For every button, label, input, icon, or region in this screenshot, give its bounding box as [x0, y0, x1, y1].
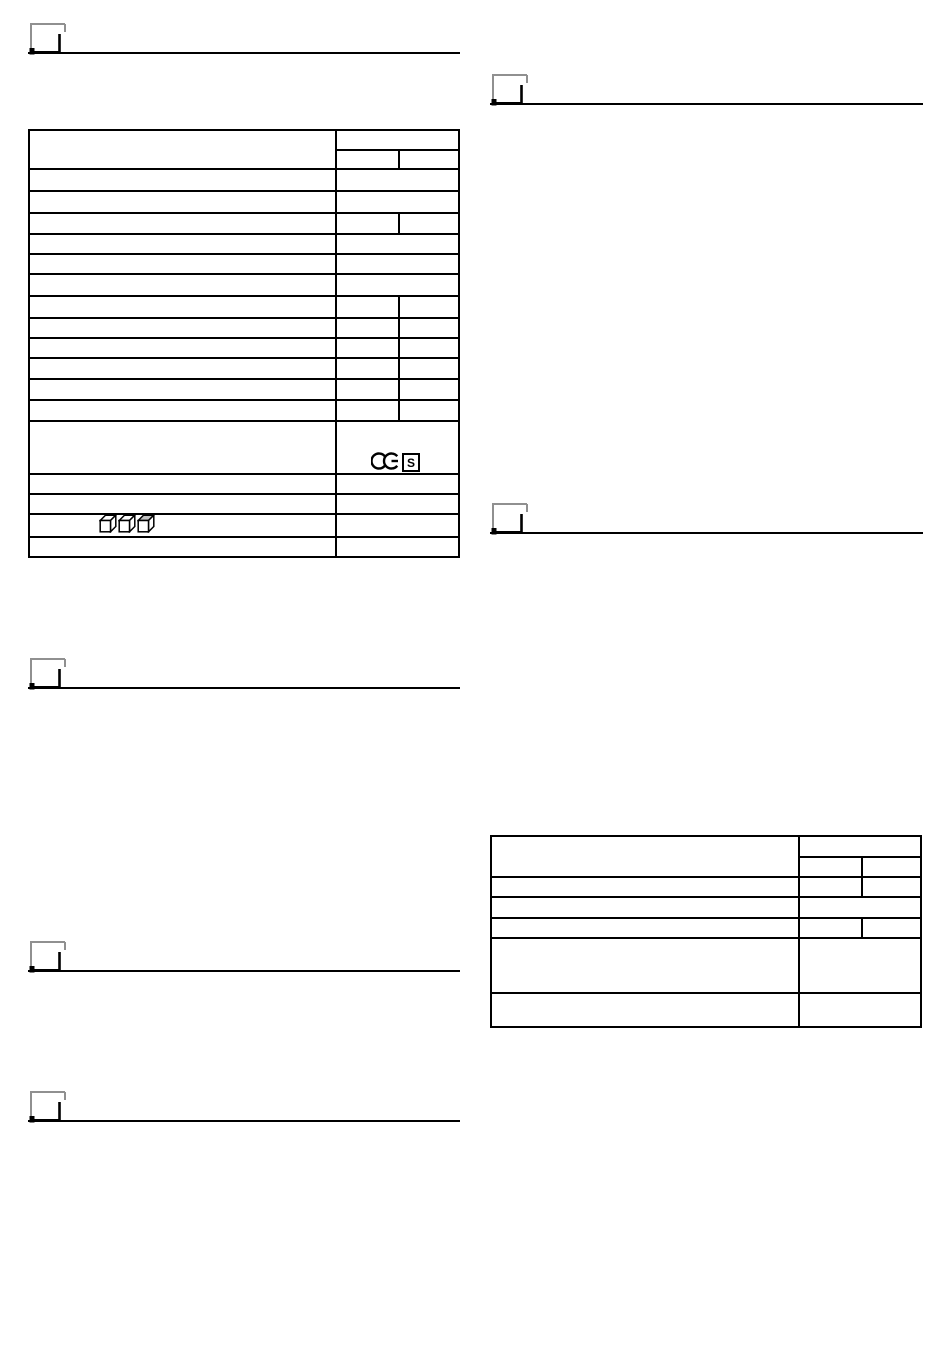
heading-rule: [28, 687, 460, 689]
section-corner-icon: [490, 501, 530, 535]
cube-icon: [99, 514, 117, 533]
row-line: [30, 399, 458, 401]
section-heading-marker: [490, 72, 923, 106]
row-sub-divider: [398, 317, 400, 339]
row-line: [492, 992, 920, 994]
cube-icon: [137, 514, 155, 533]
table-column-divider: [798, 837, 800, 1026]
heading-rule: [28, 970, 460, 972]
row-line: [30, 378, 458, 380]
section-heading-marker: [28, 1089, 460, 1123]
row-line: [30, 190, 458, 192]
s-mark-letter: S: [406, 455, 415, 470]
row-line: [30, 337, 458, 339]
heading-rule: [490, 103, 923, 105]
section-heading-marker: [28, 939, 460, 973]
row-sub-divider: [861, 917, 863, 939]
spec-table-right: [490, 835, 922, 1028]
heading-rule: [28, 1120, 460, 1122]
heading-rule: [28, 52, 460, 54]
row-sub-divider: [398, 399, 400, 422]
row-sub-divider: [398, 337, 400, 359]
header-bottom-line: [30, 168, 458, 170]
section-heading-marker: [28, 656, 460, 690]
row-sub-divider: [398, 295, 400, 319]
header-sub-divider: [861, 856, 863, 878]
row-line: [30, 233, 458, 235]
ce-mark-icon: [371, 450, 399, 477]
row-line: [30, 212, 458, 214]
row-line: [492, 937, 920, 939]
spec-table-left: [28, 129, 460, 558]
row-line: [30, 273, 458, 275]
header-inner-line: [335, 149, 458, 151]
row-line: [492, 896, 920, 898]
row-line: [30, 513, 458, 515]
cube-icon: [118, 514, 136, 533]
header-sub-divider: [398, 149, 400, 170]
heading-rule: [490, 532, 923, 534]
row-line: [492, 917, 920, 919]
section-corner-icon: [490, 72, 530, 106]
row-line: [30, 357, 458, 359]
row-line: [30, 317, 458, 319]
row-sub-divider: [398, 378, 400, 401]
detergent-cubes-icons: [99, 514, 155, 533]
row-line: [30, 536, 458, 538]
section-corner-icon: [28, 1089, 68, 1123]
row-line: [30, 253, 458, 255]
section-heading-marker: [28, 21, 460, 55]
header-bottom-line: [492, 876, 920, 878]
row-line: [30, 420, 458, 422]
row-line: [30, 493, 458, 495]
section-corner-icon: [28, 939, 68, 973]
row-line: [30, 295, 458, 297]
section-corner-icon: [28, 21, 68, 55]
section-corner-icon: [28, 656, 68, 690]
s-mark-icon: [402, 453, 420, 472]
row-sub-divider: [398, 212, 400, 235]
section-heading-marker: [490, 501, 923, 535]
header-inner-line: [798, 856, 920, 858]
row-sub-divider: [861, 876, 863, 898]
row-sub-divider: [398, 357, 400, 380]
